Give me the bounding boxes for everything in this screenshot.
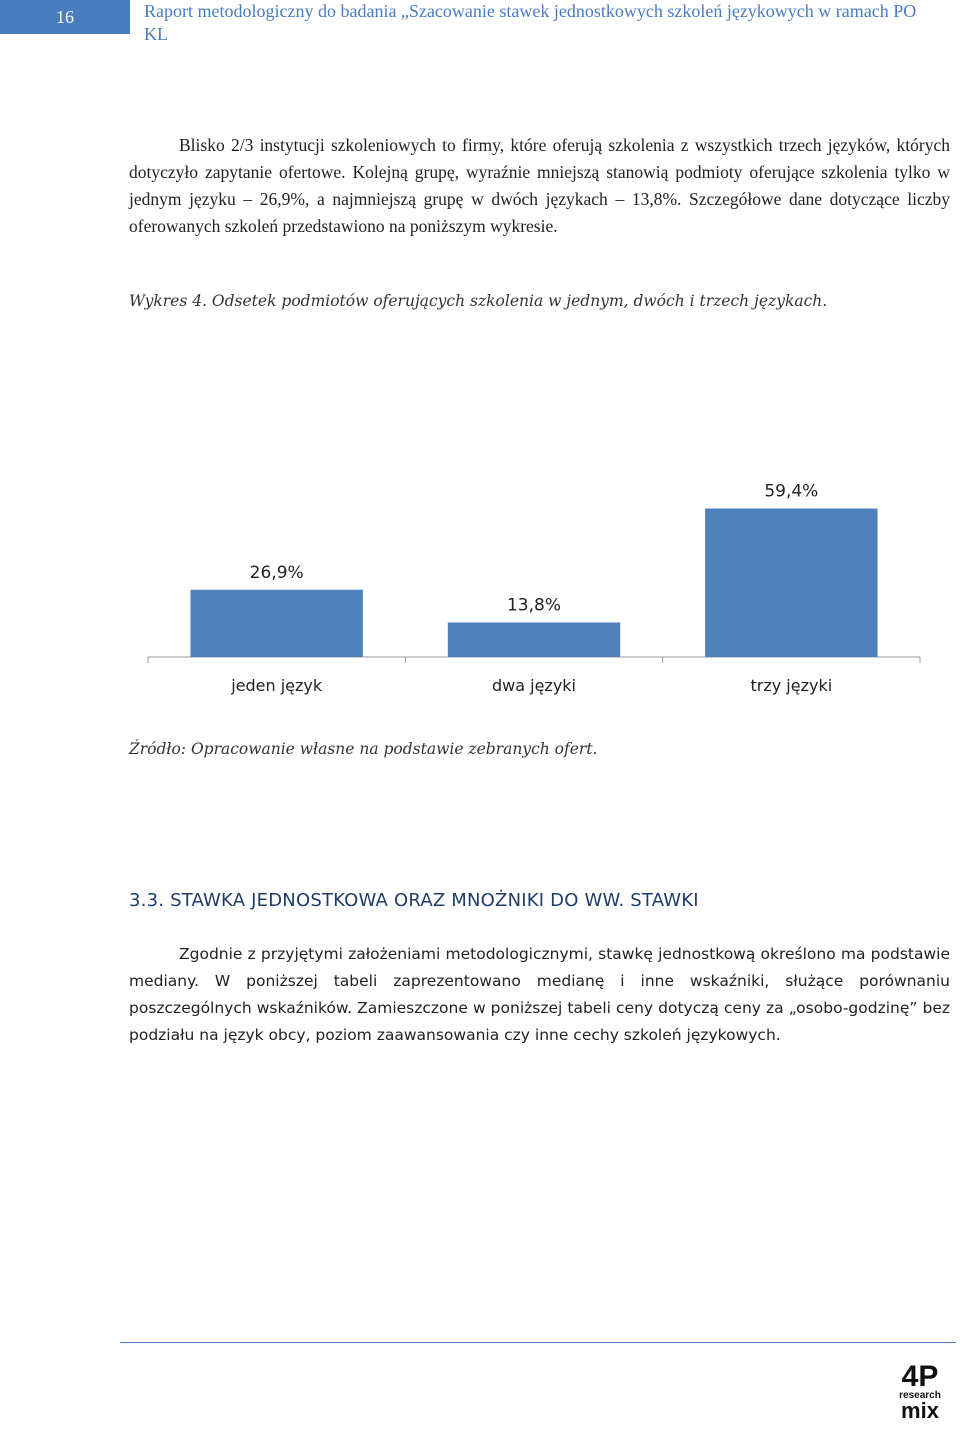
bar bbox=[190, 590, 362, 657]
body-paragraph bbox=[129, 132, 950, 240]
bar bbox=[448, 623, 620, 658]
bar bbox=[705, 509, 877, 658]
category-label: jeden język bbox=[231, 676, 323, 695]
svg-text:4P: 4P bbox=[901, 1360, 939, 1393]
data-label: 26,9% bbox=[249, 562, 304, 583]
figure-caption: Wykres 4. Odsetek podmiotów oferujących szkolenia w jednym, dwóch i trzech językach. bbox=[129, 292, 828, 310]
source-note: Źródło: Opracowanie własne na podstawie zebranych ofert. bbox=[129, 740, 598, 758]
footer-divider bbox=[120, 1342, 956, 1343]
bar-chart bbox=[130, 460, 930, 710]
category-label: trzy języki bbox=[750, 676, 833, 695]
data-label: 59,4% bbox=[764, 481, 819, 502]
data-label: 13,8% bbox=[506, 595, 562, 616]
section-heading: 3.3. STAWKA JEDNOSTKOWA ORAZ MNOŻNIKI DO WW. STAWKI bbox=[129, 890, 699, 911]
running-header-title: Raport metodologiczny do badania „Szacowanie stawek jednostkowych szkoleń językowych w ramach PO KL bbox=[144, 1, 917, 44]
section-paragraph-text: Zgodnie z przyjętymi założeniami metodologicznymi, stawkę jednostkową określono ma podstawie mediany. W poniższej tabeli zaprezentowano medianę i inne wskaźniki, służące porównaniu poszczególnych wskaźników. Zamieszczone w poniższej tabeli ceny dotyczą ceny za „osobo-godzinę” bez podziału na język obcy, poziom zaawansowania czy inne cechy szkoleń językowych. bbox=[129, 945, 950, 1044]
svg-text:mix: mix bbox=[901, 1398, 939, 1422]
section-paragraph bbox=[129, 941, 950, 1049]
category-label: dwa języki bbox=[492, 676, 576, 695]
page-number: 16 bbox=[0, 0, 130, 34]
svg-text:research: research bbox=[899, 1390, 941, 1401]
research-mix-logo bbox=[896, 1360, 944, 1422]
body-paragraph-text: Blisko 2/3 instytucji szkoleniowych to firmy, które oferują szkolenia z wszystkich trzech języków, których dotyczyło zapytanie ofertowe. Kolejną grupę, wyraźnie mniejszą stanowią podmioty oferujące szkolenia tylko w jednym języku – 26,9%, a najmniejszą grupę w dwóch językach – 13,8%. Szczegółowe dane dotyczące liczby oferowanych szkoleń przedstawiono na poniższym wykresie. bbox=[129, 135, 950, 236]
